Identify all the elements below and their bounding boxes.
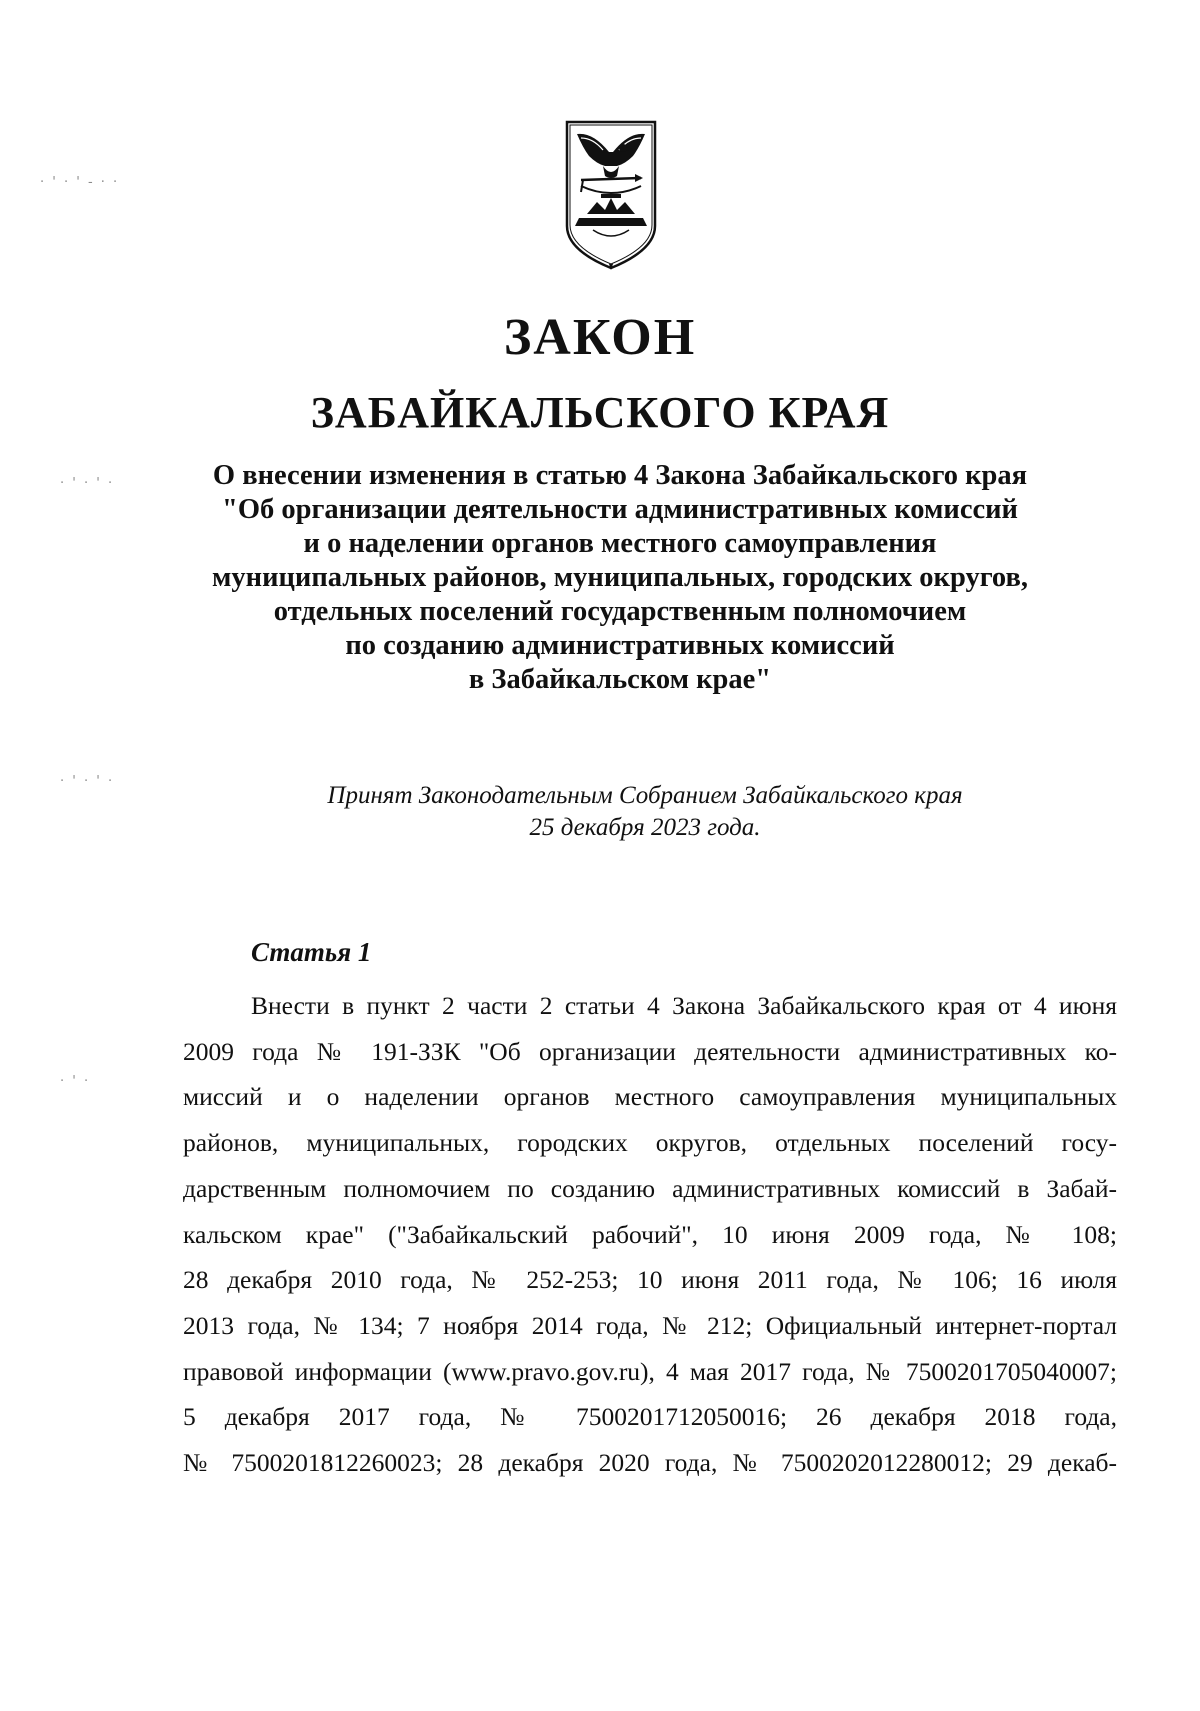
article-line: 2009 года № 191-ЗЗК "Об организации деятельности административных ко- xyxy=(183,1036,1117,1066)
article-line: кальском крае" ("Забайкальский рабочий", 10 июня 2009 года, № 108; xyxy=(183,1219,1117,1249)
article-heading: Статья 1 xyxy=(251,937,372,967)
subtitle-line: в Забайкальском крае" xyxy=(468,664,772,695)
subtitle-line: отдельных поселений государственным полномочием xyxy=(273,596,967,627)
subtitle-line: и о наделении органов местного самоуправления xyxy=(303,528,937,559)
article-line: № 7500201812260023; 28 декабря 2020 года, № 7500202012280012; 29 декаб- xyxy=(183,1448,1117,1478)
article-line: районов, муниципальных, городских округов, отдельных поселений госу- xyxy=(183,1128,1117,1158)
subtitle-line: муниципальных районов, муниципальных, городских округов, xyxy=(212,562,1028,593)
article-line: 28 декабря 2010 года, № 252-253; 10 июня 2011 года, № 106; 16 июля xyxy=(183,1265,1117,1295)
article-line: Внести в пункт 2 части 2 статьи 4 Закона Забайкальского края от 4 июня xyxy=(251,991,1117,1020)
subtitle-line: по созданию административных комиссий xyxy=(345,630,895,661)
article-line: 5 декабря 2017 года, № 7500201712050016; 26 декабря 2018 года, xyxy=(183,1402,1117,1432)
document-region: ЗАБАЙКАЛЬСКОГО КРАЯ xyxy=(310,388,890,437)
article-body xyxy=(183,983,1117,1486)
adoption-line: Принят Законодательным Собранием Забайкальского края xyxy=(327,782,963,809)
scan-noise: · ' · ' - · · xyxy=(40,175,120,190)
scan-noise: · ' · ' · xyxy=(60,476,115,491)
article-line: миссий и о наделении органов местного самоуправления муниципальных xyxy=(183,1082,1117,1112)
scan-noise: · ' · xyxy=(60,1074,91,1089)
adoption-date: 25 декабря 2023 года. xyxy=(529,814,761,841)
scan-noise: · ' · ' · xyxy=(60,774,115,789)
subtitle-line: "Об организации деятельности административных комиссий xyxy=(222,494,1018,525)
subtitle-line: О внесении изменения в статью 4 Закона Забайкальского края xyxy=(212,460,1028,491)
document-title: ЗАКОН xyxy=(503,309,697,366)
article-line: 2013 года, № 134; 7 ноября 2014 года, № 212; Официальный интернет-портал xyxy=(183,1310,1117,1340)
coat-of-arms-icon xyxy=(563,118,659,270)
article-line: дарственным полномочием по созданию административных комиссий в Забай- xyxy=(183,1173,1117,1203)
law-subtitle xyxy=(130,459,1110,697)
adoption-note xyxy=(230,780,1060,844)
article-line: правовой информации (www.pravo.gov.ru), 4 мая 2017 года, № 7500201705040007; xyxy=(183,1356,1117,1386)
